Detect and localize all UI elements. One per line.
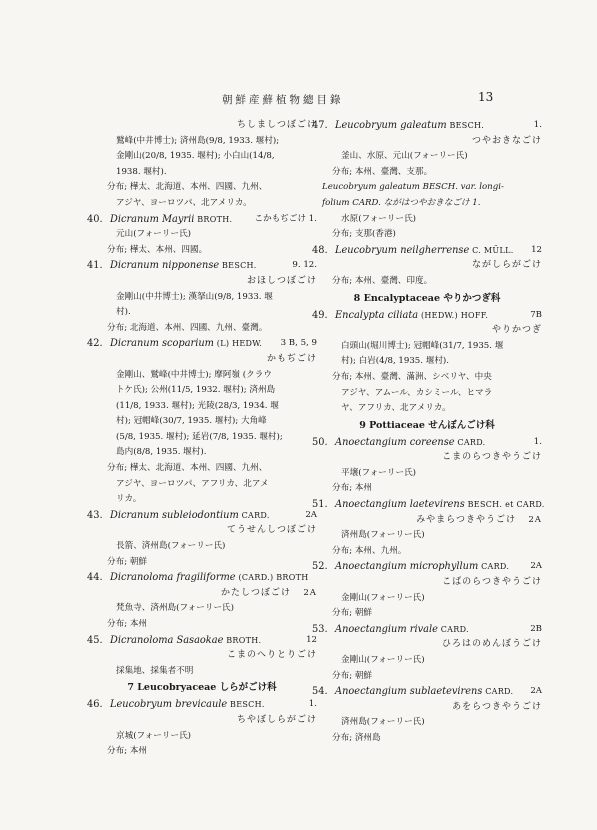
distribution-code: 1. (533, 120, 542, 130)
distribution-line: 分布; 朝鮮 (332, 670, 373, 681)
entry-number: 49. (312, 309, 328, 321)
locality-line: 済州島(フォーリー氏) (341, 717, 425, 728)
variety-line: Leucobryum galeatum BESCH. var. longi- (322, 182, 504, 193)
locality-line: 村); 冠帽峰(30/7, 1935. 堰村); 大角峰 (116, 416, 267, 427)
variety-line: folium CARD. ながはつやおきなごけ 1. (322, 197, 481, 208)
entry-number: 45. (87, 634, 103, 646)
japanese-name (312, 700, 542, 716)
species-entry (87, 697, 317, 713)
distribution-code: 2B (530, 623, 542, 634)
species-entry (87, 570, 317, 586)
locality-line: 水原(フォーリー氏) (341, 213, 417, 224)
japanese-name (312, 637, 542, 653)
species-entry (312, 435, 542, 451)
species-entry (312, 559, 542, 575)
entry-number: 54. (312, 686, 328, 698)
distribution-line: 分布; 北海道、本州、四國、九州、臺灣。 (107, 322, 268, 333)
species-name: Anoectangium rivale (335, 623, 438, 635)
distribution-line: 分布; 本州 (332, 483, 373, 494)
locality-line: 1938. 堰村). (116, 166, 167, 177)
distribution-code: 2A (528, 514, 542, 525)
entry-number: 51. (312, 499, 328, 511)
species-entry (87, 633, 317, 649)
species-name: Dicranum subleiodontium (110, 509, 239, 521)
species-authority: BESCH. (446, 121, 485, 130)
distribution-code: 2A (303, 587, 317, 598)
distribution-line: 分布; 支那(香港) (332, 229, 396, 240)
species-name: Dicranum scoparium (110, 338, 214, 350)
entry-number: 42. (87, 338, 103, 350)
locality-line: 梵魚寺、済州島(フォーリー氏) (116, 603, 234, 614)
locality-line: 長箭、済州島(フォーリー氏) (116, 541, 226, 552)
japanese-name (87, 713, 317, 729)
left-column (87, 118, 317, 760)
distribution-code: 3 B, 5, 9 (280, 338, 317, 349)
locality-line: 採集地、採集者不明 (116, 665, 194, 676)
entry-number: 50. (312, 436, 328, 448)
distribution-line: 分布; 済州島 (332, 732, 381, 743)
entry-number: 52. (312, 561, 328, 573)
distribution-line: 分布; 本州、臺灣、印度。 (332, 275, 433, 286)
japanese-name (87, 648, 317, 664)
japanese-name (87, 523, 317, 539)
locality-line: 平壌(フォーリー氏) (341, 467, 417, 478)
locality-line: 金剛山、鷲峰(中井博士); 摩阿嶺 (クラウ (116, 369, 272, 380)
locality-line: 金剛山(20/8, 1935. 堰村); 小白山(14/8, (116, 151, 275, 162)
locality-line: リカ。 (116, 494, 142, 505)
species-authority: CARD. (478, 562, 510, 572)
distribution-line: 分布; 樺太、本州、四國。 (107, 244, 208, 255)
locality-line: 村); 白岩(4/8, 1935. 堰村). (341, 356, 450, 367)
locality-line: 元山(フォーリー氏) (116, 229, 192, 240)
species-name: Dicranoloma fragiliforme (110, 572, 236, 584)
locality-line: 金剛山(フォーリー氏) (341, 655, 425, 665)
entry-number: 43. (87, 509, 103, 521)
family-heading: 9 Pottiaceae せんぼんごけ科 (359, 419, 495, 431)
page-number: 13 (478, 90, 494, 104)
distribution-line: 分布; 本州 (107, 746, 148, 757)
species-authority: BESCH. (219, 261, 257, 271)
locality-line: 白頭山(堀川博士); 冠帽峰(31/7, 1935. 堰 (341, 340, 504, 351)
species-name: Leucobryum galeatum (335, 120, 447, 131)
species-entry (87, 336, 317, 352)
japanese-name-text: ちやぼしらがごけ (236, 714, 317, 725)
japanese-name-text: かたしつぼごけ (220, 587, 291, 598)
distribution-line: 分布; 本州、九州。 (332, 545, 407, 556)
locality-line: 鷲峰(中井博士); 済州島(9/8, 1933. 堰村); (116, 135, 280, 146)
species-name: Anoectangium sublaetevirens (335, 686, 483, 698)
locality-line: (11/8, 1933. 堰村); 光陵(28/3, 1934. 堰 (116, 400, 279, 411)
distribution-line: 分布; 樺太、北海道、本州、四國、九州、 (107, 182, 268, 193)
species-authority: CARD. (238, 510, 270, 520)
japanese-name-text: ちしましつぼごけ (236, 120, 317, 130)
species-name: Leucobryum brevicaule (110, 699, 228, 711)
japanese-name (312, 258, 542, 274)
japanese-name (87, 274, 317, 290)
locality-line: 京城(フォーリー氏) (116, 730, 192, 741)
locality-line: 村). (116, 307, 131, 318)
species-name: Anoectangium coreense (335, 436, 455, 448)
locality-line: アジヤ、アムール、カシミール、ヒマラ (341, 387, 493, 398)
entry-number: 48. (312, 244, 328, 256)
species-authority: BROTH. (223, 635, 262, 645)
running-header (0, 92, 597, 108)
species-entry (312, 243, 542, 259)
distribution-line: 分布; 朝鮮 (107, 556, 148, 567)
japanese-name-text: おほしつぼごけ (246, 275, 317, 286)
species-entry (312, 622, 542, 638)
distribution-code: 9. 12. (292, 260, 317, 271)
species-name: Dicranum nipponense (110, 260, 220, 272)
japanese-name-text: こばのらつきやうごけ (442, 577, 542, 588)
japanese-name-text: やりかつぎ (491, 325, 542, 336)
distribution-code: 1. (308, 699, 317, 710)
locality-line: 金剛山(中井博士); 漢拏山(9/8, 1933. 堰 (116, 291, 273, 302)
japanese-name-text: ながしらがごけ (471, 260, 542, 271)
species-entry (312, 118, 542, 134)
species-authority: CARD. (437, 624, 469, 634)
species-name: Leucobryum neilgherrense (335, 244, 470, 256)
species-name: Dicranoloma Sasaokae (110, 634, 224, 646)
japanese-name (312, 323, 542, 339)
species-entry (87, 212, 317, 228)
species-authority: C. MÜLL. (469, 245, 514, 255)
family-heading: 7 Leucobryaceae しらがごけ科 (127, 682, 277, 694)
japanese-name (87, 586, 317, 602)
distribution-code: 2A (530, 561, 542, 572)
species-name: Anoectangium microphyllum (335, 561, 479, 573)
species-entry (312, 308, 542, 324)
japanese-name (312, 134, 542, 150)
species-entry (87, 258, 317, 274)
species-authority: (L) HEDW. (213, 339, 263, 349)
distribution-code: こかもぢごけ 1. (254, 213, 317, 224)
locality-line: 釜山、水原、元山(フォーリー氏) (341, 151, 468, 162)
species-entry (87, 508, 317, 524)
distribution-code: 7B (530, 309, 542, 320)
japanese-name (87, 352, 317, 368)
japanese-name (312, 513, 542, 529)
distribution-code: 2A (305, 509, 317, 520)
distribution-line: 分布; 朝鮮 (332, 608, 373, 619)
japanese-name-text: つやおきなごけ (471, 135, 542, 146)
species-authority: (CARD.) BROTH (235, 573, 309, 583)
distribution-code: 12 (531, 244, 542, 255)
locality-line: 島内(8/8, 1935. 堰村). (116, 447, 207, 458)
entry-number: 53. (312, 623, 328, 635)
locality-line: 済州島(フォーリー氏) (341, 530, 425, 541)
species-entry (312, 497, 545, 513)
species-authority: (HEDW.) HOFF. (418, 310, 489, 320)
entry-number: 47. (312, 120, 328, 131)
species-authority: BESCH. et CARD. (464, 500, 545, 510)
species-authority: BROTH. (194, 214, 233, 224)
locality-line: (5/8, 1935. 堰村); 延岩(7/8, 1935. 堰村); (116, 431, 283, 442)
distribution-code: 12 (306, 634, 317, 645)
locality-line: アジヤ、ヨーロツパ、アフリカ、北アメ (116, 478, 269, 489)
entry-number: 46. (87, 699, 103, 711)
japanese-name-text: こまのらつきやうごけ (442, 452, 542, 463)
japanese-name-text: こまのへりとりごけ (226, 650, 317, 661)
japanese-name (312, 575, 542, 591)
entry-number: 41. (87, 260, 103, 272)
japanese-name-text: てうせんしつぼごけ (226, 525, 317, 536)
locality-line: 金剛山(フォーリー氏) (341, 592, 425, 603)
running-title: 朝鮮産蘚植物總目錄 (222, 94, 344, 106)
japanese-name-text: ひろはのめんぼうごけ (441, 639, 542, 650)
distribution-line: 分布; 本州、臺灣、支那。 (332, 166, 433, 177)
japanese-name-text: みやまらつきやうごけ (416, 514, 516, 525)
right-column (312, 118, 545, 747)
distribution-line: 分布; 本州、臺灣、滿洲、シベリヤ、中央 (332, 371, 492, 382)
species-name: Encalypta ciliata (335, 309, 419, 321)
locality-line: ヤ、アフリカ、北アメリカ。 (341, 403, 451, 414)
species-authority: CARD. (454, 437, 486, 447)
entry-number: 44. (87, 572, 103, 584)
japanese-name (312, 450, 542, 466)
distribution-line: 分布; 樺太、北海道、本州、四國、九州、 (107, 463, 268, 474)
japanese-name-text: かもぢごけ (266, 353, 317, 364)
family-heading: 8 Encalyptaceae やりかつぎ科 (353, 292, 501, 304)
japanese-name-text: あをらつきやうごけ (452, 701, 542, 712)
species-name: Anoectangium laetevirens (335, 499, 465, 511)
species-entry (312, 684, 542, 700)
species-authority: BESCH. (227, 700, 265, 710)
distribution-line: 分布; 本州 (107, 619, 148, 629)
distribution-code: 1. (533, 436, 542, 447)
locality-line: アジヤ、ヨーロツパ、北アメリカ。 (116, 197, 252, 208)
species-name: Dicranum Mayrii (110, 213, 195, 225)
entry-number: 40. (87, 213, 103, 225)
japanese-name (87, 118, 317, 134)
locality-line: トケ氏); 公州(11/5, 1932. 堰村); 済州島 (116, 385, 276, 396)
species-authority: CARD. (482, 687, 514, 697)
distribution-code: 2A (530, 686, 542, 697)
